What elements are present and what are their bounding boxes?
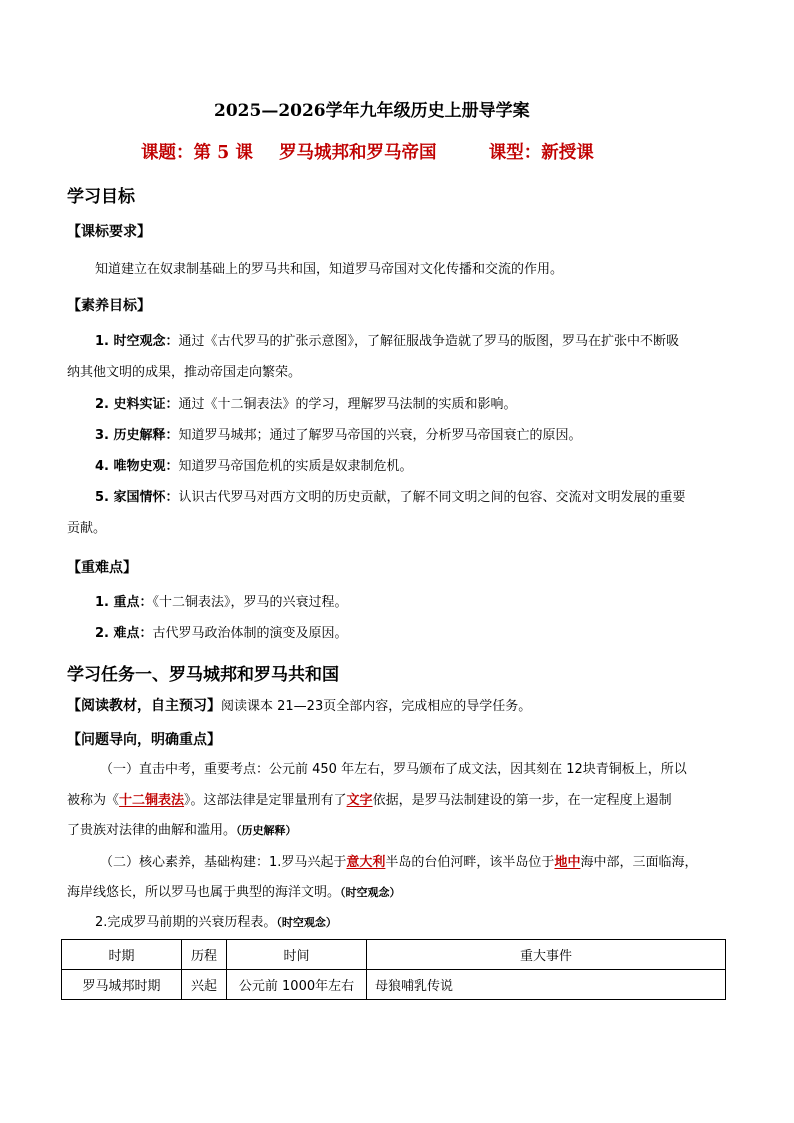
text-run: 了贵族对法律的曲解和滥用。 (67, 823, 237, 838)
text-run: 依据，是罗马法制建设的第一步，在一定程度上遏制 (372, 793, 672, 808)
paragraph-2-line-2 (67, 885, 401, 900)
text-run: 2.完成罗马前期的兴衰历程表。 (95, 915, 277, 930)
table-header-row (62, 940, 726, 970)
competency-tag: （时空观念） (340, 886, 401, 899)
text-run: 海岸线悠长，所以罗马也属于典型的海洋文明。 (67, 885, 341, 900)
subheading-standard: 【课标要求】 (67, 224, 151, 240)
competency-tag: （历史解释） (236, 824, 297, 837)
literacy-text: 知道罗马城邦；通过了解罗马帝国的兴衰，分析罗马帝国衰亡的原因。 (178, 428, 582, 443)
section-heading-goals: 学习目标 (67, 187, 135, 207)
subheading-key-points: 【重难点】 (67, 560, 137, 576)
literacy-label: 4. 唯物史观： (95, 459, 179, 474)
table-cell: 罗马城邦时期 (62, 970, 182, 1000)
literacy-label: 2. 史料实证： (95, 397, 179, 412)
literacy-text: 知道罗马帝国危机的实质是奴隶制危机。 (178, 459, 413, 474)
literacy-text: 通过《古代罗马的扩张示意图》，了解征服战争造就了罗马的版图，罗马在扩张中不断吸 (178, 334, 680, 349)
table-row (62, 970, 726, 1000)
table-header-cell: 历程 (182, 940, 227, 970)
answer-blank: 意大利 (346, 855, 386, 870)
table-header-cell: 时间 (227, 940, 367, 970)
answer-blank: 文字 (346, 793, 373, 808)
literacy-text: 认识古代罗马对西方文明的历史贡献，了解不同文明之间的包容、交流对文明发展的重要 (178, 490, 686, 505)
literacy-item-3 (95, 428, 582, 443)
key-point-text: 《十二铜表法》，罗马的兴衰过程。 (152, 595, 348, 610)
lesson-title (141, 139, 594, 164)
paragraph-3 (95, 915, 337, 930)
difficulty-label: 2. 难点： (95, 626, 153, 641)
lesson-name: 罗马城邦和罗马帝国 (279, 143, 437, 163)
competency-tag: （时空观念） (276, 916, 337, 929)
reading-heading: 【阅读教材，自主预习】 (67, 698, 221, 714)
literacy-item-5 (95, 490, 686, 505)
subheading-guide: 【问题导向，明确重点】 (67, 732, 221, 748)
literacy-item-1-cont: 纳其他文明的成果，推动帝国走向繁荣。 (67, 365, 302, 380)
text-run: 半岛的台伯河畔，该半岛位于 (385, 855, 555, 870)
literacy-label: 3. 历史解释： (95, 428, 179, 443)
table-cell: 母狼哺乳传说 (367, 970, 726, 1000)
literacy-item-2 (95, 397, 517, 412)
reading-text: 阅读课本 21—23页全部内容，完成相应的导学任务。 (221, 699, 532, 714)
text-run: 被称为《 (67, 793, 120, 808)
answer-blank: 十二铜表法 (119, 793, 185, 808)
difficulty-item (95, 626, 348, 641)
history-table (61, 939, 726, 1000)
subheading-literacy: 【素养目标】 (67, 298, 151, 314)
lesson-type: 课型：新授课 (488, 143, 594, 163)
literacy-item-1 (95, 334, 679, 349)
reading-instruction (67, 699, 531, 714)
literacy-item-4 (95, 459, 413, 474)
paragraph-1-line-1: （一）直击中考，重要考点：公元前 450 年左右，罗马颁布了成文法，因其刻在 12块青铜板上，所以 (100, 762, 687, 777)
paragraph-2-line-1 (100, 855, 697, 870)
text-run: 海中部，三面临海， (580, 855, 698, 870)
table-header-cell: 时期 (62, 940, 182, 970)
document-title: 2025—2026学年九年级历史上册导学案 (214, 101, 530, 121)
table-cell: 兴起 (182, 970, 227, 1000)
literacy-text: 通过《十二铜表法》的学习，理解罗马法制的实质和影响。 (178, 397, 517, 412)
key-point-label: 1. 重点： (95, 595, 153, 610)
text-run: （二）核心素养，基础构建：1.罗马兴起于 (100, 855, 347, 870)
difficulty-text: 古代罗马政治体制的演变及原因。 (152, 626, 348, 641)
table-cell: 公元前 1000年左右 (227, 970, 367, 1000)
literacy-item-5-cont: 贡献。 (67, 521, 107, 536)
key-point-item (95, 595, 348, 610)
standard-text: 知道建立在奴隶制基础上的罗马共和国，知道罗马帝国对文化传播和交流的作用。 (95, 262, 564, 277)
table-header-cell: 重大事件 (367, 940, 726, 970)
lesson-number: 课题：第 5 课 (141, 143, 253, 163)
literacy-label: 1. 时空观念： (95, 334, 179, 349)
text-run: 》。这部法律是定罪量刑有了 (184, 793, 347, 808)
answer-blank: 地中 (554, 855, 581, 870)
paragraph-1-line-3 (67, 823, 297, 838)
section-heading-task1: 学习任务一、罗马城邦和罗马共和国 (67, 665, 339, 685)
literacy-label: 5. 家国情怀： (95, 490, 179, 505)
paragraph-1-line-2 (67, 793, 672, 808)
